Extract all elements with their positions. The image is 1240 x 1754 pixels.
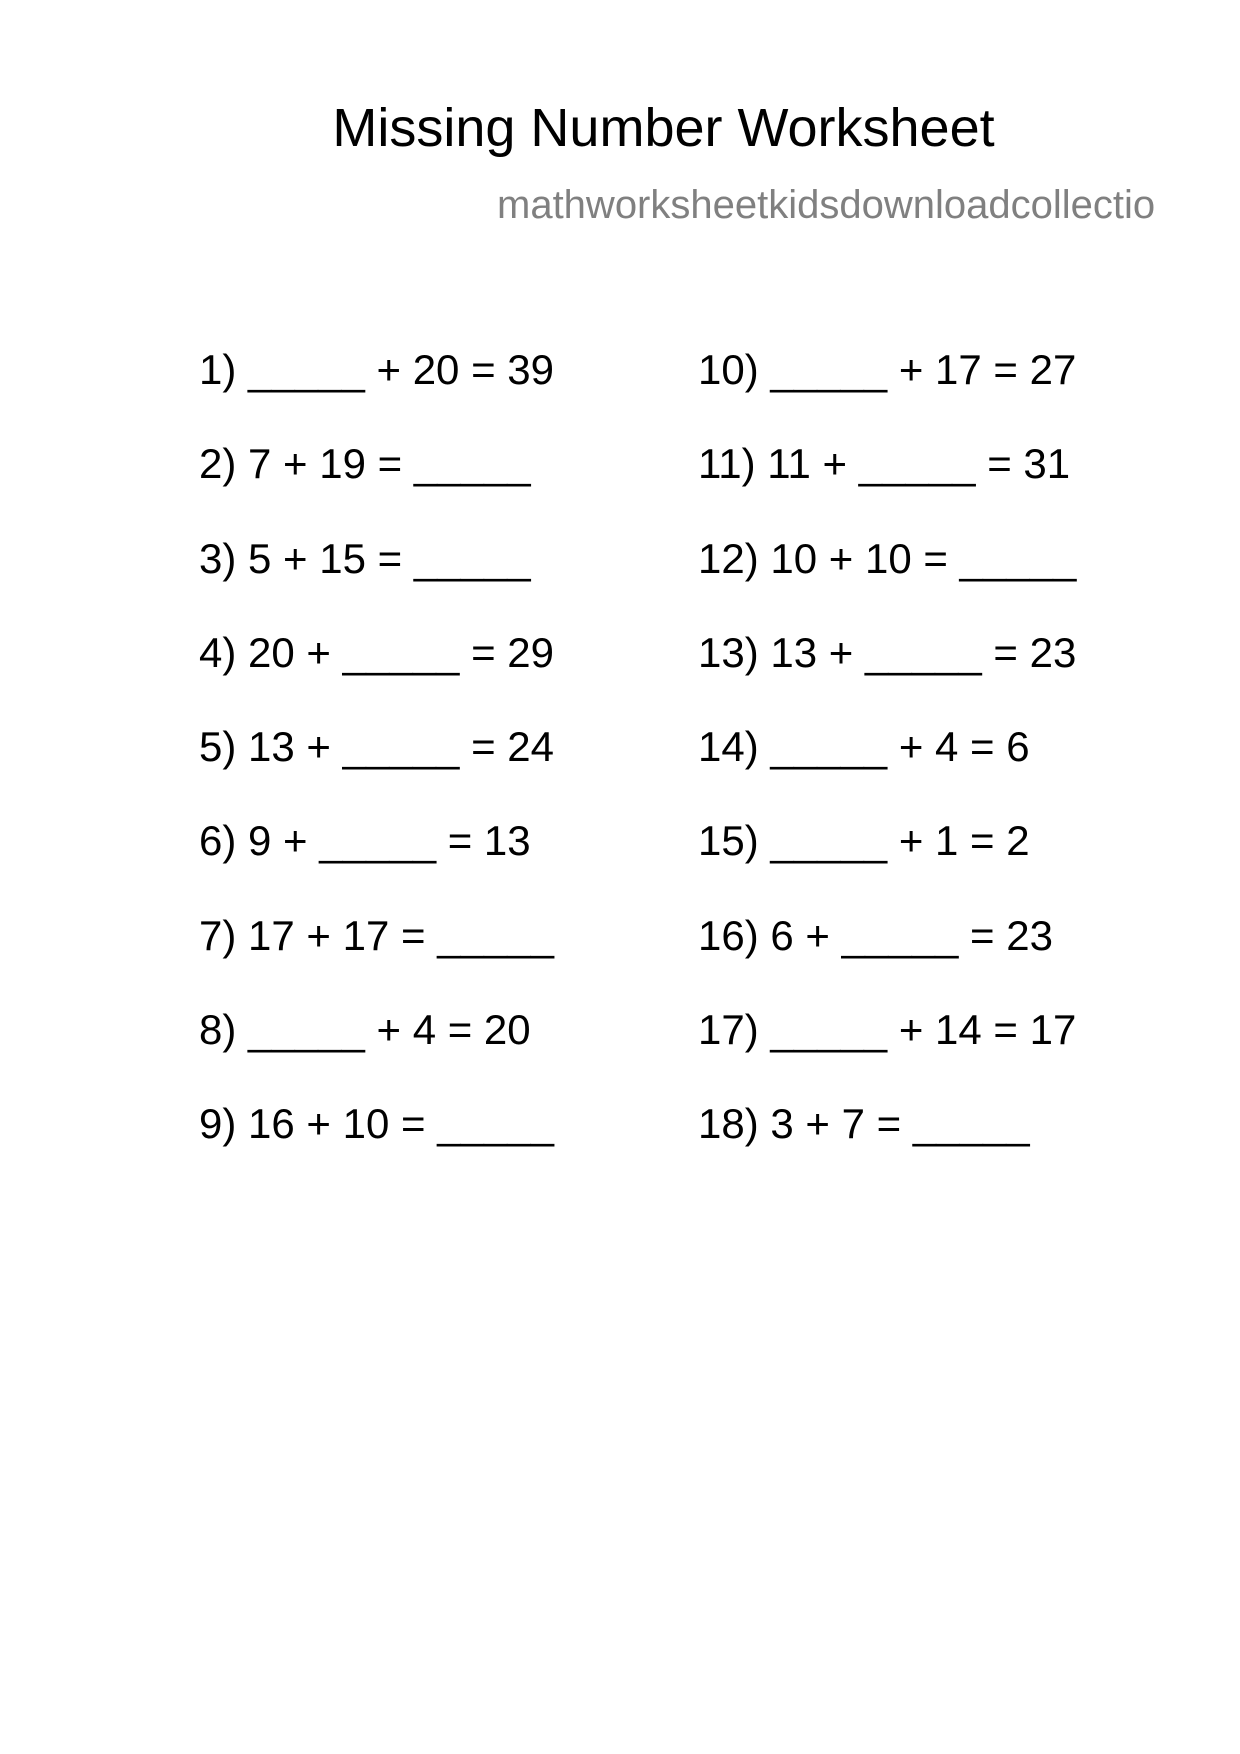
problem-equation: 17 + 17 = _____ <box>248 911 554 959</box>
problem-14 <box>698 723 1076 817</box>
problem-9 <box>199 1100 554 1194</box>
problem-5 <box>199 723 554 817</box>
problem-number: 6) <box>199 817 237 865</box>
problem-4 <box>199 629 554 723</box>
problem-equation: _____ + 14 = 17 <box>770 1006 1077 1054</box>
problem-column-right <box>698 346 1076 1195</box>
problem-equation: 13 + _____ = 23 <box>770 628 1077 676</box>
problem-number: 1) <box>199 346 237 393</box>
problem-number: 11) <box>698 440 756 488</box>
problem-equation: 3 + 7 = _____ <box>770 1100 1030 1148</box>
worksheet-source-watermark: mathworksheetkidsdownloadcollectio <box>497 183 1156 227</box>
problem-equation: 9 + _____ = 13 <box>248 817 531 865</box>
problem-number: 7) <box>199 911 237 959</box>
problem-12 <box>698 535 1076 629</box>
problem-number: 8) <box>199 1006 237 1054</box>
problem-equation: 10 + 10 = _____ <box>770 534 1077 582</box>
problem-11 <box>698 440 1076 534</box>
problem-equation: _____ + 4 = 20 <box>248 1006 531 1054</box>
problem-1 <box>199 346 554 440</box>
problem-number: 13) <box>698 628 759 676</box>
problem-8 <box>199 1006 554 1100</box>
problem-equation: 5 + 15 = _____ <box>248 534 531 582</box>
problem-18 <box>698 1100 1076 1194</box>
problem-equation: 6 + _____ = 23 <box>770 911 1053 959</box>
problem-number: 9) <box>199 1100 237 1148</box>
problem-number: 18) <box>698 1100 759 1148</box>
problem-13 <box>698 629 1076 723</box>
problem-equation: _____ + 20 = 39 <box>248 346 554 393</box>
problem-number: 15) <box>698 817 759 865</box>
problem-number: 4) <box>199 628 237 676</box>
problem-2 <box>199 440 554 534</box>
problem-number: 16) <box>698 911 759 959</box>
problem-number: 12) <box>698 534 759 582</box>
problem-equation: 20 + _____ = 29 <box>248 628 554 676</box>
problem-16 <box>698 912 1076 1006</box>
problem-equation: 7 + 19 = _____ <box>248 440 531 488</box>
problem-equation: _____ + 17 = 27 <box>770 346 1077 393</box>
problem-6 <box>199 817 554 911</box>
problem-number: 14) <box>698 723 759 771</box>
problem-equation: 13 + _____ = 24 <box>248 723 554 771</box>
problem-equation: 11 + _____ = 31 <box>767 440 1071 488</box>
problem-7 <box>199 912 554 1006</box>
problem-17 <box>698 1006 1076 1100</box>
problem-number: 2) <box>199 440 237 488</box>
worksheet-title: Missing Number Worksheet <box>332 98 995 158</box>
problem-number: 10) <box>698 346 759 393</box>
problem-number: 17) <box>698 1006 759 1054</box>
problem-10 <box>698 346 1076 440</box>
problem-column-left <box>199 346 554 1195</box>
problem-number: 3) <box>199 534 237 582</box>
problem-number: 5) <box>199 723 237 771</box>
problem-equation: _____ + 4 = 6 <box>770 723 1030 771</box>
problem-3 <box>199 535 554 629</box>
problem-equation: 16 + 10 = _____ <box>248 1100 554 1148</box>
problem-equation: _____ + 1 = 2 <box>770 817 1030 865</box>
problem-15 <box>698 817 1076 911</box>
